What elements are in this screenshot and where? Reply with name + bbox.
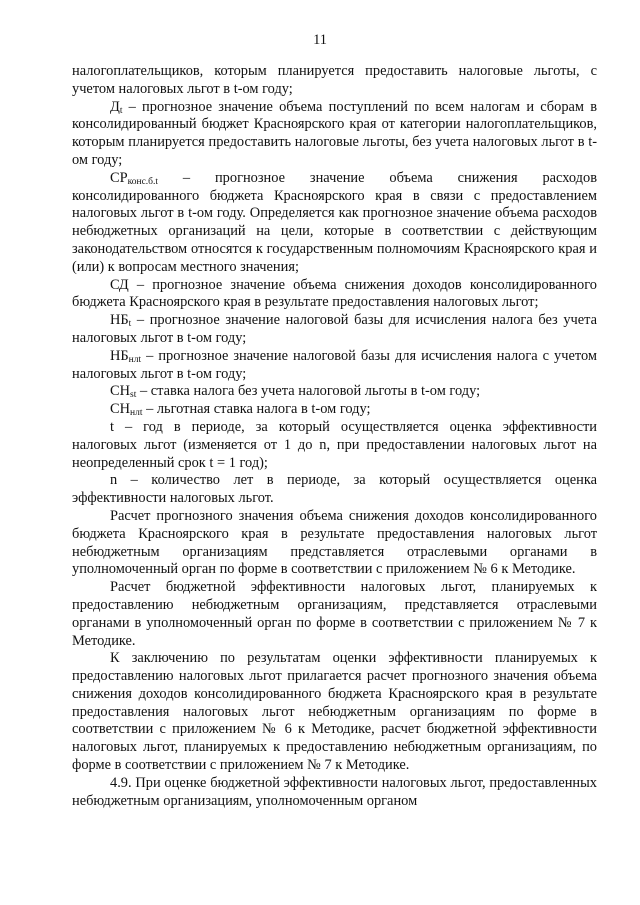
formula-symbol: Д (110, 98, 120, 115)
formula-subscript: конс.б.t (127, 176, 159, 187)
formula-symbol: НБ (110, 312, 129, 329)
paragraph-text: налогоплательщиков, которым планируется предоставить налоговые льготы, с учетом налоговых льгот в t-ом году; (72, 63, 597, 97)
paragraph-text: n – количество лет в периоде, за который осуществляется оценка эффективности налоговых льгот. (72, 472, 597, 507)
paragraph-text: – прогнозное значение налоговой базы для исчисления налога с учетом налоговых льгот в t-ом году; (72, 347, 597, 382)
paragraph-text: – прогнозное значение объема снижения расходов консолидированного бюджета Красноярского края в связи с предоставлением налоговых льгот в t-ом году. Определяется как прогнозное значение объема расходов небюджетных организаций на цели, которые в соответствии с действующим законодательством относятся к государственным полномочиям Красноярского края и (или) к вопросам местного значения; (72, 169, 597, 275)
paragraph (72, 348, 597, 384)
paragraph-text: – прогнозное значение объема поступлений по всем налогам и сборам в консолидированный бюджет Красноярского края от категории налогоплательщиков, которым планируется предоставить налоговые льготы, без учета налоговых льгот в t-ом году; (72, 98, 597, 168)
paragraph (72, 419, 597, 472)
paragraph (72, 383, 597, 401)
paragraph-text: Расчет бюджетной эффективности налоговых льгот, планируемых к предоставлению небюджетным организациям, представляется отраслевыми органами в уполномоченный орган по форме в соответствии с приложением № 7 к Методике. (72, 579, 597, 649)
paragraph (72, 401, 597, 419)
paragraph (72, 170, 597, 277)
paragraph (72, 312, 597, 348)
formula-subscript: st (130, 390, 137, 401)
paragraph-text: – прогнозное значение объема снижения доходов консолидированного бюджета Красноярского края в результате предоставления налоговых льгот; (72, 276, 597, 311)
paragraph-text: t – год в периоде, за который осуществляется оценка эффективности налоговых льгот (изменяется от 1 до n, при предоставлении налоговых льгот на неопределенный срок t = 1 год); (72, 418, 597, 471)
formula-symbol: НБ (110, 347, 129, 364)
page-number: 11 (313, 32, 327, 48)
paragraph (72, 99, 597, 170)
paragraph (72, 650, 597, 775)
paragraph-text: – ставка налога без учета налоговой льготы в t-ом году; (136, 383, 481, 400)
paragraph (72, 63, 597, 99)
paragraph (72, 579, 597, 650)
paragraph-text: 4.9. При оценке бюджетной эффективности налоговых льгот, предоставленных небюджетным организациям, уполномоченным органом (72, 774, 597, 809)
paragraph (72, 508, 597, 579)
paragraph (72, 472, 597, 508)
paragraph-text: – прогнозное значение налоговой базы для исчисления налога без учета налоговых льгот в t-ом году; (72, 312, 597, 346)
paragraph-text: Расчет прогнозного значения объема снижения доходов консолидированного бюджета Красноярского края в результате предоставления налоговых льгот небюджетным организациям представляется отраслевыми органами в уполномоченный орган по форме в соответствии с приложением № 6 к Методике. (72, 507, 597, 578)
formula-symbol: СР (110, 169, 128, 186)
formula-subscript: t (128, 319, 132, 330)
paragraph (72, 277, 597, 313)
formula-symbol: СД (110, 276, 129, 293)
formula-symbol: СН (110, 401, 130, 418)
formula-subscript: нлt (128, 354, 142, 365)
body-text (72, 63, 597, 810)
paragraph (72, 775, 597, 811)
paragraph-text: – льготная ставка налога в t-ом году; (142, 401, 371, 418)
formula-subscript: нлt (130, 408, 143, 419)
paragraph-text: К заключению по результатам оценки эффективности планируемых к предоставлению налоговых льгот прилагается расчет прогнозного значения объема снижения доходов консолидированного бюджета Красноярского края в результате предоставления налоговых льгот небюджетным организациям по форме в соответствии с приложением № 6 к Методике, расчет бюджетной эффективности налоговых льгот, планируемых к предоставлению небюджетным организациям, по форме в соответствии с приложением № 7 к Методике. (72, 650, 597, 774)
formula-subscript: t (119, 105, 123, 116)
formula-symbol: СН (110, 383, 130, 400)
